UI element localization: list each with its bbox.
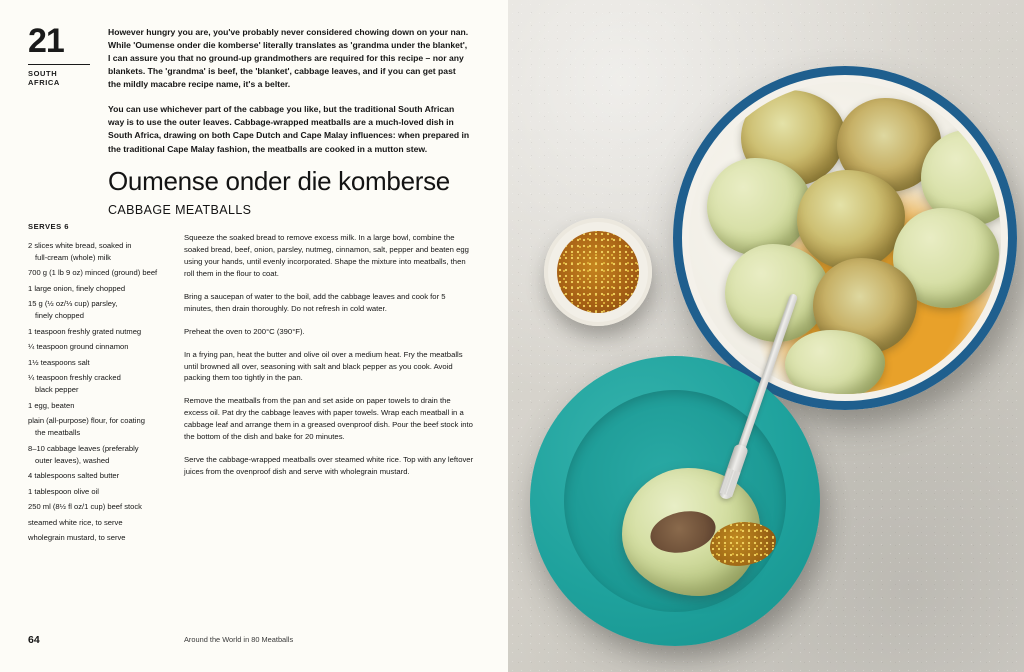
mustard-seeds	[710, 522, 776, 566]
ingredient-text: ¼ teaspoon ground cinnamon	[28, 342, 129, 352]
list-item	[28, 486, 170, 498]
mustard-seeds	[557, 231, 639, 313]
ingredient-text: 1 large onion, finely chopped	[28, 283, 126, 293]
ingredient-text: 700 g (1 lb 9 oz) minced (ground) beef	[28, 268, 158, 278]
ingredient-text: ¼ teaspoon freshly cracked	[28, 373, 121, 383]
page-title: Oumense onder die komberse	[108, 166, 450, 196]
ingredient-text: steamed white rice, to serve	[28, 517, 123, 527]
list-item	[28, 357, 170, 369]
ingredient-text: 8–10 cabbage leaves (preferably	[28, 443, 139, 453]
recipe-country: SOUTH AFRICA	[28, 64, 90, 87]
recipe-number: 21	[28, 22, 64, 60]
list-item	[28, 532, 170, 544]
ingredient-subtext: the meatballs	[35, 428, 81, 438]
ingredient-text: 15 g (½ oz/⅓ cup) parsley,	[28, 299, 118, 309]
list-item	[28, 517, 170, 529]
ingredient-subtext: outer leaves), washed	[35, 455, 110, 465]
ingredient-text: wholegrain mustard, to serve	[28, 533, 126, 543]
list-item	[28, 341, 170, 353]
ingredient-subtext: full-cream (whole) milk	[35, 252, 111, 262]
method-step: In a frying pan, heat the butter and olive oil over a medium heat. Fry the meatballs until browned all over, seasoning with salt and black pepper as you cook. Avoid packing them too tightly in the pan.	[184, 349, 463, 383]
list-item	[28, 415, 170, 439]
ingredient-text: 1 egg, beaten	[28, 400, 75, 410]
ingredient-text: 1 tablespoon olive oil	[28, 486, 99, 496]
list-item	[28, 240, 170, 264]
method-step: Bring a saucepan of water to the boil, add the cabbage leaves and cook for 5 minutes, then drain thoroughly. Do not refresh in cold water.	[184, 291, 446, 313]
ingredient-subtext: finely chopped	[35, 311, 84, 321]
method-step: Serve the cabbage-wrapped meatballs over steamed white rice. Top with any leftover juices from the ovenproof dish and serve with wholegrain mustard.	[184, 455, 474, 477]
list-item	[28, 443, 170, 467]
list-item	[28, 326, 170, 338]
list-item	[28, 267, 170, 279]
list-item	[28, 400, 170, 412]
recipe-intro	[108, 26, 470, 168]
ingredient-text: plain (all-purpose) flour, for coating	[28, 416, 145, 426]
method-steps	[184, 232, 474, 489]
ingredient-text: 2 slices white bread, soaked in	[28, 241, 132, 250]
page-number: 64	[28, 634, 40, 646]
mustard-surface	[557, 231, 639, 313]
method-step: Preheat the oven to 200°C (390°F).	[184, 326, 305, 336]
recipe-subtitle: CABBAGE MEATBALLS	[108, 203, 252, 218]
method-step: Squeeze the soaked bread to remove excess milk. In a large bowl, combine the soaked bread, beef, onion, parsley, nutmeg, cinnamon, salt, pepper and beaten egg using your hands, until evenly incorporated. Shape the mixture into meatballs, then roll them in the flour to coat.	[184, 233, 469, 278]
list-item	[28, 298, 170, 322]
recipe-photo-page	[508, 0, 1024, 672]
mustard-dollop	[710, 522, 776, 566]
bowl-interior	[689, 82, 1001, 394]
running-head: Around the World in 80 Meatballs	[184, 635, 294, 644]
ingredient-text: 1 teaspoon freshly grated nutmeg	[28, 326, 142, 336]
cabbage-meatball	[797, 170, 905, 270]
recipe-number-block	[28, 24, 100, 87]
recipe-text-page	[0, 0, 508, 672]
cabbage-meatball	[785, 330, 885, 394]
ingredients-list	[28, 240, 170, 548]
meatball-cut-section	[647, 506, 720, 559]
list-item	[28, 372, 170, 396]
list-item	[28, 501, 170, 513]
list-item	[28, 283, 170, 295]
intro-paragraph-2: You can use whichever part of the cabbage you like, but the traditional South African way is to use the outer leaves. Cabbage-wrapped meatballs are a much-loved dish in South Africa, drawing on both Cape Dutch and Cape Malay influences: when prepared in the traditional Cape Malay fashion, the meatballs are cooked in a mutton stew.	[108, 104, 470, 154]
ingredient-subtext: black pepper	[35, 385, 79, 395]
cabbage-meatball	[707, 158, 811, 256]
list-item	[28, 470, 170, 482]
serves-label: SERVES 6	[28, 222, 70, 231]
big-bowl-of-cabbage-meatballs	[673, 66, 1017, 410]
recipe-title-block	[108, 168, 488, 217]
ingredient-text: 250 ml (8½ fl oz/1 cup) beef stock	[28, 502, 142, 512]
ingredient-text: 4 tablespoons salted butter	[28, 471, 120, 481]
ingredient-text: 1½ teaspoons salt	[28, 357, 90, 367]
method-step: Remove the meatballs from the pan and set aside on paper towels to drain the excess oil. Pat dry the cabbage leaves with paper towels. Wrap each meatball in a cabbage leaf and arrange them in a greased ovenproof dish. Pour the beef stock into the bottom of the dish and bake for 20 minutes.	[184, 396, 473, 442]
teal-plate	[530, 356, 820, 646]
intro-paragraph-1: However hungry you are, you've probably never considered chowing down on your nan. While 'Oumense onder die komberse' literally translates as 'grandma under the blanket', I can assure you that no ground-up grandmothers are required for this recipe – nor any blankets. The 'grandma' is beef, the 'blanket', cabbage leaves, and if you can get past the mildly macabre recipe name, it's a belter.	[108, 27, 469, 90]
small-bowl-of-wholegrain-mustard	[544, 218, 652, 326]
